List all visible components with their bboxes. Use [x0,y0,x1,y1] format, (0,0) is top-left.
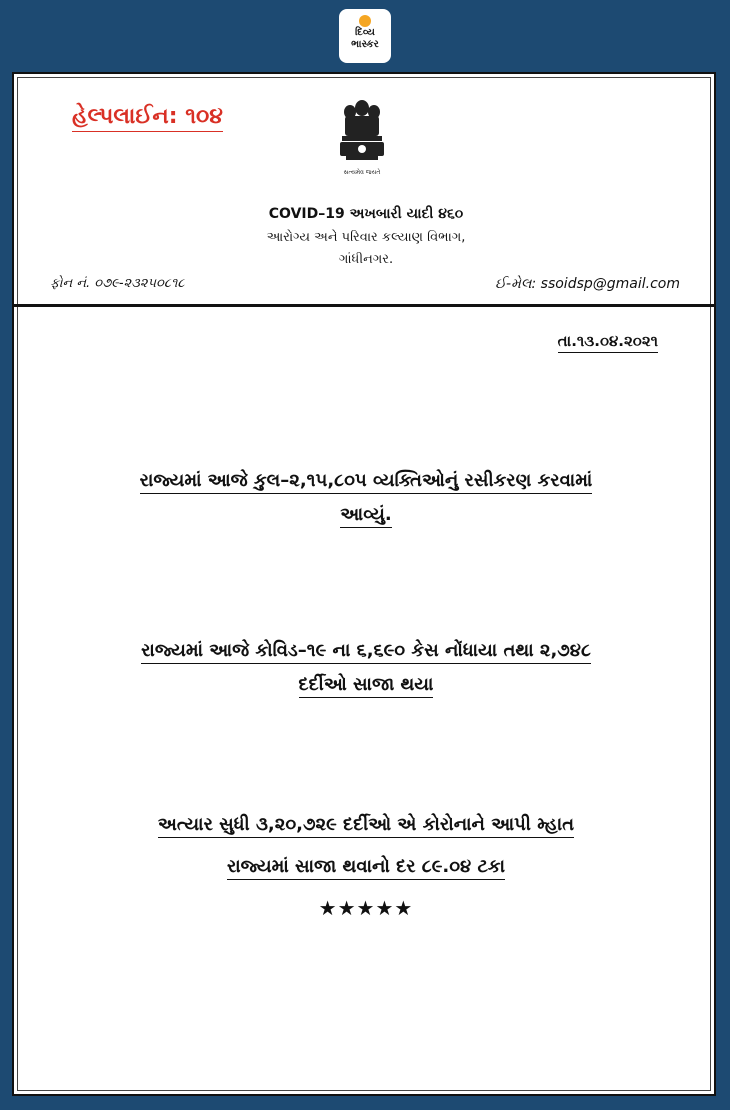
cases-headline-line2: દર્દીઓ સાજા થયા [299,674,434,698]
sun-icon [359,15,371,27]
emblem-motto: સત્યમેવ જયતે [343,169,381,176]
vaccination-headline [74,464,658,532]
helpline-number: હેલ્પલાઈન: ૧૦૪ [72,104,223,132]
release-date: તા.૧૩.૦૪.૨૦૨૧ [558,332,658,353]
recovered-headline-text: અત્યાર સુધી ૩,૨૦,૭૨૯ દર્દીઓ એ કોરોનાને આપી મ્હાત [158,814,574,838]
logo-line2: ભાસ્કર [351,39,379,50]
city-name: ગાંધીનગર. [338,252,394,267]
cases-headline-line1: રાજ્યમાં આજે કોવિડ–૧૯ ના ૬,૬૯૦ કેસ નોંધાયા તથા ૨,૭૪૮ [141,640,591,664]
recovered-headline [74,808,658,842]
logo-line1: દિવ્ય [355,27,375,38]
phone-number: ફોન નં. ૦૭૯-૨૩૨૫૦૮૧૮ [50,276,185,291]
national-emblem-icon [334,96,390,178]
header-divider [14,304,714,307]
stars-separator: ★★★★★ [318,896,414,920]
press-release-document [12,72,716,1096]
recovery-rate-headline [74,850,658,884]
divya-bhaskar-logo [339,9,391,63]
email-address: ઈ-મેલ: ssoidsp@gmail.com [495,276,680,292]
recovery-rate-text: રાજ્યમાં સાજા થવાનો દર ૮૯.૦૪ ટકા [227,856,505,880]
cases-headline [74,634,658,702]
vaccination-headline-line2: આવ્યું. [340,504,391,528]
department-name: આરોગ્ય અને પરિવાર કલ્યાણ વિભાગ, [266,230,466,245]
vaccination-headline-line1: રાજ્યમાં આજે કુલ–૨,૧૫,૮૦૫ વ્યક્તિઓનું રસીકરણ કરવામાં [140,470,593,494]
release-title: COVID–19 અખબારી યાદી ૪૬૦ [268,206,464,222]
